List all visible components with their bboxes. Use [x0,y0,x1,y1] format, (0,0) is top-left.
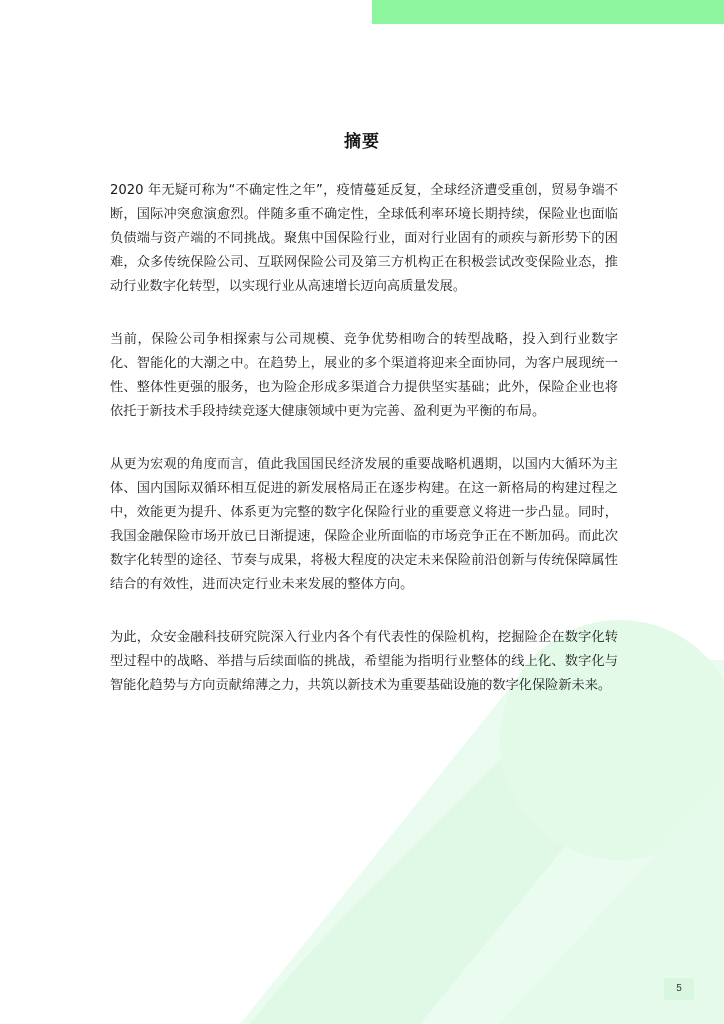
paragraph: 当前，保险公司争相探索与公司规模、竞争优势相吻合的转型战略，投入到行业数字化、智能化的大潮之中。在趋势上，展业的多个渠道将迎来全面协同，为客户展现统一性、整体性更强的服务，也为险企形成多渠道合力提供坚实基础；此外，保险企业也将依托于新技术手段持续竞逐大健康领域中更为完善、盈利更为平衡的布局。 [110,332,618,419]
paragraph: 从更为宏观的角度而言，值此我国国民经济发展的重要战略机遇期，以国内大循环为主体、国内国际双循环相互促进的新发展格局正在逐步构建。在这一新格局的构建过程之中，效能更为提升、体系更为完整的数字化保险行业的重要意义将进一步凸显。同时，我国金融保险市场开放已日渐提速，保险企业所面临的市场竞争正在不断加码。而此次数字化转型的途径、节奏与成果，将极大程度的决定未来保险前沿创新与传统保障属性结合的有效性，进而决定行业未来发展的整体方向。 [110,457,618,592]
page-title: 摘要 [344,132,380,152]
page-number: 5 [664,978,694,1000]
paragraph: 2020 年无疑可称为“不确定性之年”，疫情蔓延反复，全球经济遭受重创，贸易争端不断，国际冲突愈演愈烈。伴随多重不确定性，全球低利率环境长期持续，保险业也面临负债端与资产端的不同挑战。聚焦中国保险行业，面对行业固有的顽疾与新形势下的困难，众多传统保险公司、互联网保险公司及第三方机构正在积极尝试改变保险业态，推动行业数字化转型，以实现行业从高速增长迈向高质量发展。 [110,183,618,294]
abstract-body [110,179,618,727]
paragraph: 为此，众安金融科技研究院深入行业内各个有代表性的保险机构，挖掘险企在数字化转型过程中的战略、举措与后续面临的挑战，希望能为指明行业整体的线上化、数字化与智能化趋势与方向贡献绵薄之力，共筑以新技术为重要基础设施的数字化保险新未来。 [110,630,618,693]
